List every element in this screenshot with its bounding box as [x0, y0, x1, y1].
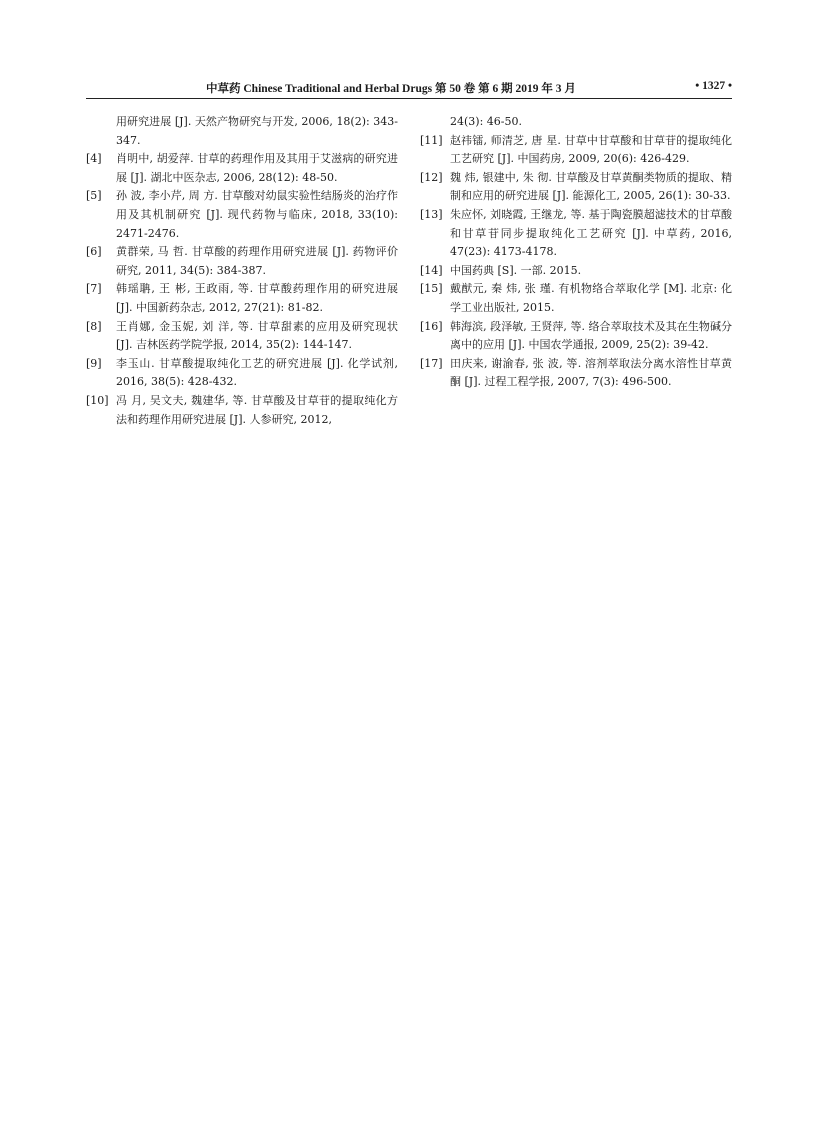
- reference-item: [7] 韩瑶聃, 王 彬, 王政雨, 等. 甘草酸药理作用的研究进展 [J]. 中国新药杂志, 2012, 27(21): 81-82.: [86, 282, 398, 314]
- running-header: [86, 80, 732, 99]
- reference-item: [10] 冯 月, 吴文夫, 魏建华, 等. 甘草酸及甘草苷的提取纯化方法和药理作用研究进展 [J]. 人参研究, 2012,: [86, 393, 398, 426]
- reference-item: [6] 黄群荣, 马 哲. 甘草酸的药理作用研究进展 [J]. 药物评价研究, 2011, 34(5): 384-387.: [86, 245, 398, 277]
- references-left-column: [86, 113, 398, 429]
- page-number: • 1327 •: [695, 80, 732, 92]
- references-right-column: [420, 113, 732, 392]
- reference-item: [9] 李玉山. 甘草酸提取纯化工艺的研究进展 [J]. 化学试剂, 2016, 38(5): 428-432.: [86, 356, 398, 389]
- reference-item: [17] 田庆来, 谢渝春, 张 波, 等. 溶剂萃取法分离水溶性甘草黄酮 [J]. 过程工程学报, 2007, 7(3): 496-500.: [420, 356, 732, 389]
- reference-item: 用研究进展 [J]. 天然产物研究与开发, 2006, 18(2): 343-347.: [116, 115, 398, 147]
- reference-item: [11] 赵祎镭, 师清芝, 唐 星. 甘草中甘草酸和甘草苷的提取纯化工艺研究 [J]. 中国药房, 2009, 20(6): 426-429.: [420, 133, 732, 166]
- reference-item: [13] 朱应怀, 刘晓霞, 王继龙, 等. 基于陶瓷膜超滤技术的甘草酸和甘草苷同步提取纯化工艺研究 [J]. 中草药, 2016, 47(23): 4173-4178.: [420, 207, 732, 259]
- reference-item: [15] 戴猷元, 秦 炜, 张 瑾. 有机物络合萃取化学 [M]. 北京: 化学工业出版社, 2015.: [420, 282, 732, 314]
- reference-item: [14] 中国药典 [S]. 一部. 2015.: [420, 263, 582, 277]
- reference-item: 24(3): 46-50.: [450, 115, 522, 128]
- reference-item: [5] 孙 波, 李小芹, 周 方. 甘草酸对幼鼠实验性结肠炎的治疗作用及其机制研究 [J]. 现代药物与临床, 2018, 33(10): 2471-2476.: [86, 189, 398, 240]
- reference-item: [4] 肖明中, 胡爱萍. 甘草的药理作用及其用于艾滋病的研究进展 [J]. 湖北中医杂志, 2006, 28(12): 48-50.: [86, 152, 398, 184]
- journal-title: 中草药 Chinese Traditional and Herbal Drugs 第 50 卷 第 6 期 2019 年 3 月: [206, 83, 576, 95]
- reference-item: [8] 王肖娜, 金玉妮, 刘 洋, 等. 甘草甜素的应用及研究现状 [J]. 吉林医药学院学报, 2014, 35(2): 144-147.: [86, 319, 398, 352]
- reference-item: [16] 韩海滨, 段泽敏, 王贤萍, 等. 络合萃取技术及其在生物碱分离中的应用 [J]. 中国农学通报, 2009, 25(2): 39-42.: [420, 319, 732, 352]
- reference-item: [12] 魏 炜, 银建中, 朱 彻. 甘草酸及甘草黄酮类物质的提取、精制和应用的研究进展 [J]. 能源化工, 2005, 26(1): 30-33.: [420, 170, 732, 203]
